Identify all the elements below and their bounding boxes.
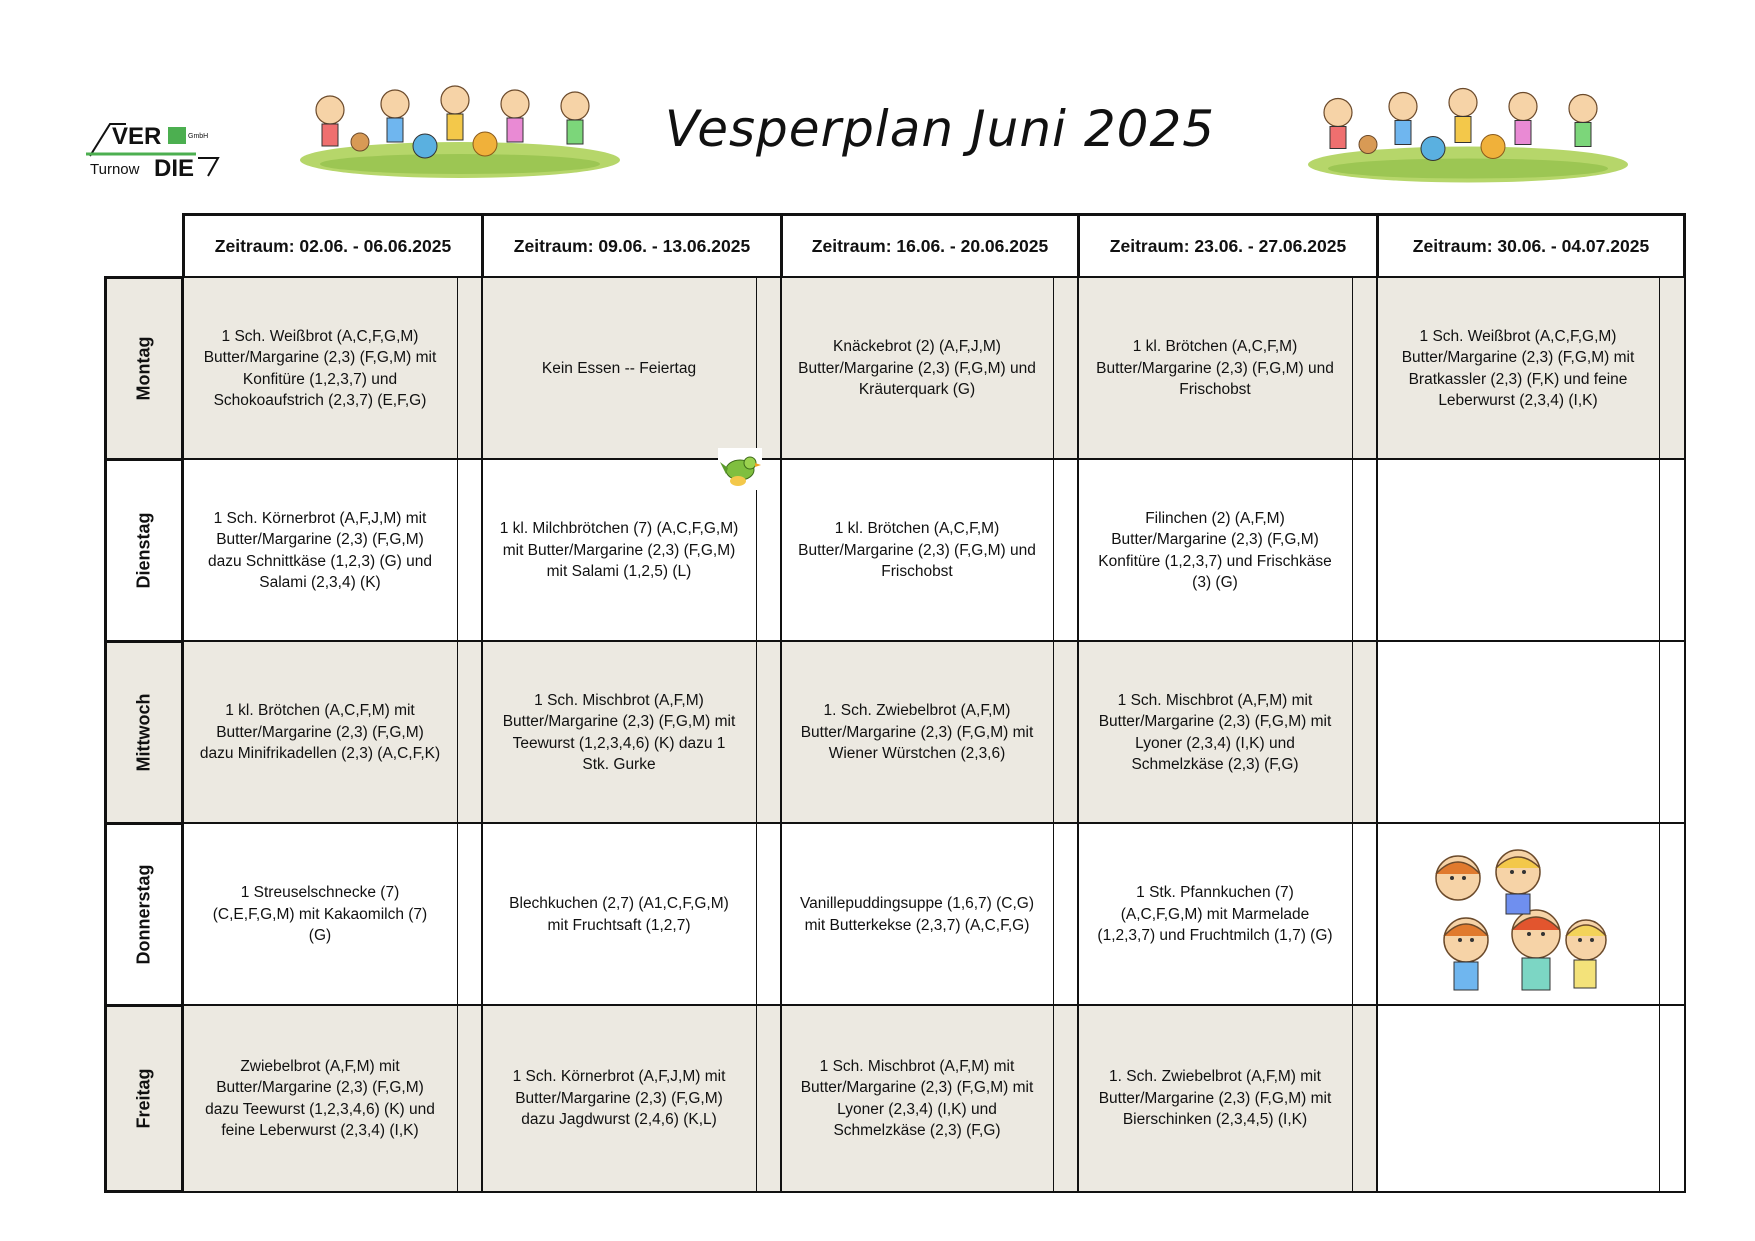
logo-ver: VER (112, 123, 162, 150)
meal-cell: Vanillepuddingsuppe (1,6,7) (C,G) mit Butterkekse (2,3,7) (A,C,F,G) (780, 822, 1080, 1007)
page-title: Vesperplan Juni 2025 (664, 100, 1216, 158)
meal-cell: 1 Sch. Körnerbrot (A,F,J,M) mit Butter/Margarine (2,3) (F,G,M) dazu Schnittkäse (1,2,3) (G) und Salami (2,3,4) (K) (182, 458, 484, 643)
day-label-mittwoch: Mittwoch (104, 640, 184, 825)
meal-cell: 1 kl. Brötchen (A,C,F,M) Butter/Margarine (2,3) (F,G,M) und Frischobst (1077, 276, 1379, 461)
meal-cell (1376, 458, 1686, 643)
company-logo (86, 118, 236, 180)
column-header: Zeitraum: 02.06. - 06.06.2025 (182, 213, 484, 279)
day-label-dienstag: Dienstag (104, 458, 184, 643)
column-header: Zeitraum: 23.06. - 27.06.2025 (1077, 213, 1379, 279)
meal-cell: Filinchen (2) (A,F,M) Butter/Margarine (2,3) (F,G,M) Konfitüre (1,2,3,7) und Frischkäse (3) (G) (1077, 458, 1379, 643)
kids-playing-illustration-right (1308, 80, 1628, 185)
day-label-donnerstag: Donnerstag (104, 822, 184, 1007)
meal-cell: 1 Sch. Mischbrot (A,F,M) mit Butter/Margarine (2,3) (F,G,M) mit Lyoner (2,3,4) (I,K) und Schmelzkäse (2,3) (F,G) (780, 1004, 1080, 1193)
meal-cell: 1 Sch. Weißbrot (A,C,F,G,M) Butter/Margarine (2,3) (F,G,M) mit Konfitüre (1,2,3,7) und Schokoaufstrich (2,3,7) (E,F,G) (182, 276, 484, 461)
meal-cell (1376, 1004, 1686, 1193)
bird-illustration (718, 448, 762, 490)
meal-cell: 1 Sch. Körnerbrot (A,F,J,M) mit Butter/Margarine (2,3) (F,G,M) dazu Jagdwurst (2,4,6) (K,L) (481, 1004, 783, 1193)
meal-cell: 1 kl. Brötchen (A,C,F,M) mit Butter/Margarine (2,3) (F,G,M) dazu Minifrikadellen (2,3) (A,C,F,K) (182, 640, 484, 825)
column-header: Zeitraum: 16.06. - 20.06.2025 (780, 213, 1080, 279)
meal-cell (1376, 640, 1686, 825)
meal-cell: 1 Sch. Weißbrot (A,C,F,G,M) Butter/Margarine (2,3) (F,G,M) mit Bratkassler (2,3) (F,K) und feine Leberwurst (2,3,4) (I,K) (1376, 276, 1686, 461)
day-label-montag: Montag (104, 276, 184, 461)
meal-cell: 1 Sch. Mischbrot (A,F,M) Butter/Margarine (2,3) (F,G,M) mit Teewurst (1,2,3,4,6) (K) dazu 1 Stk. Gurke (481, 640, 783, 825)
kids-group-illustration (1418, 848, 1608, 1008)
meal-cell: 1 kl. Milchbrötchen (7) (A,C,F,G,M) mit Butter/Margarine (2,3) (F,G,M) mit Salami (1,2,5) (L) (481, 458, 783, 643)
logo-city: Turnow (90, 161, 140, 178)
meal-cell: Knäckebrot (2) (A,F,J,M) Butter/Margarine (2,3) (F,G,M) und Kräuterquark (G) (780, 276, 1080, 461)
meal-cell: 1 kl. Brötchen (A,C,F,M) Butter/Margarine (2,3) (F,G,M) und Frischobst (780, 458, 1080, 643)
kids-playing-illustration-left (300, 80, 620, 180)
day-label-freitag: Freitag (104, 1004, 184, 1193)
meal-cell: 1. Sch. Zwiebelbrot (A,F,M) mit Butter/Margarine (2,3) (F,G,M) mit Bierschinken (2,3,4,5) (I,K) (1077, 1004, 1379, 1193)
meal-cell: 1 Streuselschnecke (7) (C,E,F,G,M) mit Kakaomilch (7) (G) (182, 822, 484, 1007)
meal-cell: 1 Sch. Mischbrot (A,F,M) mit Butter/Margarine (2,3) (F,G,M) mit Lyoner (2,3,4) (I,K) und Schmelzkäse (2,3) (F,G) (1077, 640, 1379, 825)
meal-cell: 1 Stk. Pfannkuchen (7) (A,C,F,G,M) mit Marmelade (1,2,3,7) und Fruchtmilch (1,7) (G) (1077, 822, 1379, 1007)
column-header: Zeitraum: 09.06. - 13.06.2025 (481, 213, 783, 279)
column-header: Zeitraum: 30.06. - 04.07.2025 (1376, 213, 1686, 279)
meal-cell: Blechkuchen (2,7) (A1,C,F,G,M) mit Fruchtsaft (1,2,7) (481, 822, 783, 1007)
meal-cell: Zwiebelbrot (A,F,M) mit Butter/Margarine (2,3) (F,G,M) dazu Teewurst (1,2,3,4,6) (K) und feine Leberwurst (2,3,4) (I,K) (182, 1004, 484, 1193)
meal-cell: Kein Essen -- Feiertag (481, 276, 783, 461)
logo-die: DIE (154, 155, 195, 180)
logo-gmbh: GmbH (188, 133, 209, 140)
meal-cell: 1. Sch. Zwiebelbrot (A,F,M) Butter/Margarine (2,3) (F,G,M) mit Wiener Würstchen (2,3,6) (780, 640, 1080, 825)
meal-plan-table (104, 213, 1686, 1193)
